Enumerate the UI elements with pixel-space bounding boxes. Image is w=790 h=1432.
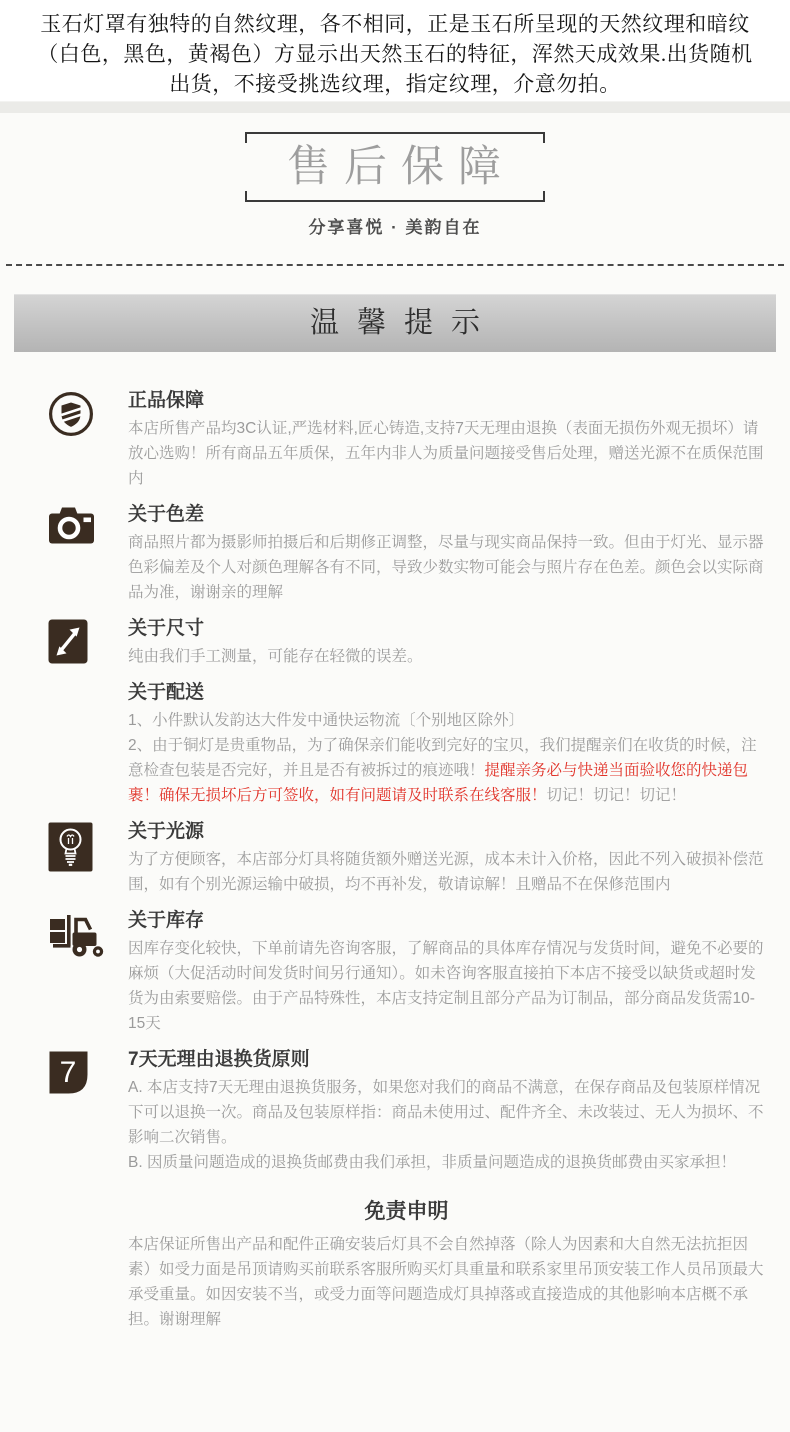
section-icon-column [48, 388, 128, 491]
body-text: 商品照片都为摄影师拍摄后和后期修正调整，尽量与现实商品保持一致。但由于灯光、显示器色彩偏差及个人对颜色理解各有不同，导致少数实物可能会与照片存在色差。颜色会以实际商品为准，谢谢亲的理解 [128, 534, 764, 601]
notice-line: （白色，黑色，黄褐色）方显示出天然玉石的特征，浑然天成效果.出货随机 [37, 42, 753, 66]
section-title: 7天无理由退换货原则 [128, 1049, 310, 1070]
forklift-icon [48, 946, 106, 963]
tips-banner-title: 温馨提示 [309, 307, 498, 339]
notice-section [48, 1047, 765, 1175]
disclaimer-title: 免责申明 [364, 1200, 449, 1223]
body-text: 1、小件默认发韵达大件发中通快运物流〔个别地区除外〕 [128, 712, 525, 729]
seven-badge-icon [48, 1056, 89, 1099]
shield-icon [48, 424, 94, 441]
section-paragraph [128, 530, 765, 605]
after-sales-title-frame [245, 132, 545, 202]
disclaimer-section [0, 1186, 790, 1332]
disclaimer-body: 本店保证所售出产品和配件正确安装后灯具不会自然掉落（除人为因素和大自然无法抗拒因素）如受力面是吊顶请购买前联系客服所购买灯具重量和联系家里吊顶安装工作人员吊顶最大承受重量。如因安装不当，或受力面等问题造成灯具掉落或直接造成的其他影响本店概不承担。谢谢理解 [128, 1236, 764, 1328]
section-title: 关于尺寸 [128, 618, 205, 639]
notice-section [48, 388, 765, 491]
body-text: 因库存变化较快，下单前请先咨询客服，了解商品的具体库存情况与发货时间，避免不必要的麻烦（大促活动时间发货时间另行通知）。如未咨询客服直接拍下本店不接受以缺货或超时发货为由索要赔偿。由于产品特殊性，本店支持定制且部分产品为订制品，部分商品发货需10-15天 [128, 940, 764, 1032]
dashed-divider [6, 264, 784, 266]
section-title: 关于库存 [128, 910, 205, 931]
notice-sections [0, 352, 790, 1175]
section-icon-column [48, 908, 128, 1036]
after-sales-title: 售后保障 [287, 143, 515, 191]
body-text: A. 本店支持7天无理由退换货服务，如果您对我们的商品不满意，在保存商品及包装原样情况下可以退换一次。商品及包装原样指：商品未使用过、配件齐全、未改装过、无人为损坏、不影响二次销售。 [128, 1079, 764, 1146]
section-paragraph [128, 936, 765, 1036]
section-title: 关于色差 [128, 504, 205, 525]
section-paragraph [128, 644, 765, 669]
section-title: 关于配送 [128, 682, 205, 703]
section-title: 关于光源 [128, 821, 205, 842]
notice-section [48, 680, 765, 808]
seven-badge-label: 7 [59, 1056, 77, 1089]
body-text: 2、由于铜灯是贵重物品，为了确保亲们能收到完好的宝贝，我们提醒亲们在收货的时候，注意检查包装是否完好，并且是否有被拆过的痕迹哦！ [128, 737, 757, 779]
tips-banner [14, 294, 776, 352]
notice-line: 玉石灯罩有独特的自然纹理，各不相同，正是玉石所呈现的天然纹理和暗纹 [40, 12, 750, 36]
frame-corner-tick [543, 191, 545, 200]
section-paragraph [128, 1075, 765, 1150]
bulb-icon [48, 859, 93, 876]
jade-texture-notice [0, 0, 790, 101]
body-text: B. 因质量问题造成的退换货邮费由我们承担，非质量问题造成的退换货邮费由买家承担！ [128, 1154, 736, 1171]
frame-corner-tick [245, 134, 247, 143]
resize-icon [48, 651, 88, 668]
section-paragraph [128, 847, 765, 897]
frame-corner-tick [245, 191, 247, 200]
body-text: 纯由我们手工测量，可能存在轻微的误差。 [128, 648, 423, 665]
body-text: 本店所售产品均3C认证,严选材料,匠心铸造,支持7天无理由退换（表面无损伤外观无损坏）请放心选购！所有商品五年质保，五年内非人为质量问题接受售后处理，赠送光源不在质保范围内 [128, 420, 764, 487]
notice-section [48, 616, 765, 669]
body-text: 为了方便顾客，本店部分灯具将随货额外赠送光源，成本未计入价格，因此不列入破损补偿范围，如有个别光源运输中破损，均不再补发，敬请谅解！且赠品不在保修范围内 [128, 851, 764, 893]
body-text: 切记！切记！切记！ [546, 787, 687, 804]
camera-icon [48, 533, 95, 550]
section-paragraph [128, 1150, 765, 1175]
notice-line: 出货，不接受挑选纹理，指定纹理，介意勿拍。 [169, 72, 621, 96]
section-paragraph [128, 733, 765, 808]
section-icon-column [48, 502, 128, 605]
section-icon-column [48, 616, 128, 669]
section-icon-column [48, 1047, 128, 1175]
image-seam-divider [0, 101, 790, 113]
notice-section [48, 819, 765, 897]
section-paragraph [128, 708, 765, 733]
after-sales-tagline: 分享喜悦 · 美韵自在 [308, 218, 482, 237]
notice-section [48, 908, 765, 1036]
section-title: 正品保障 [128, 390, 205, 411]
section-icon-column [48, 819, 128, 897]
emphasis-red-text: 提醒亲务必与快递当面验收您的快递包裹！确保无损坏后方可签收，如有问题请及时联系在线客服！ [128, 762, 749, 804]
section-icon-column [48, 680, 128, 808]
notice-section [48, 502, 765, 605]
section-paragraph [128, 416, 765, 491]
frame-corner-tick [543, 134, 545, 143]
